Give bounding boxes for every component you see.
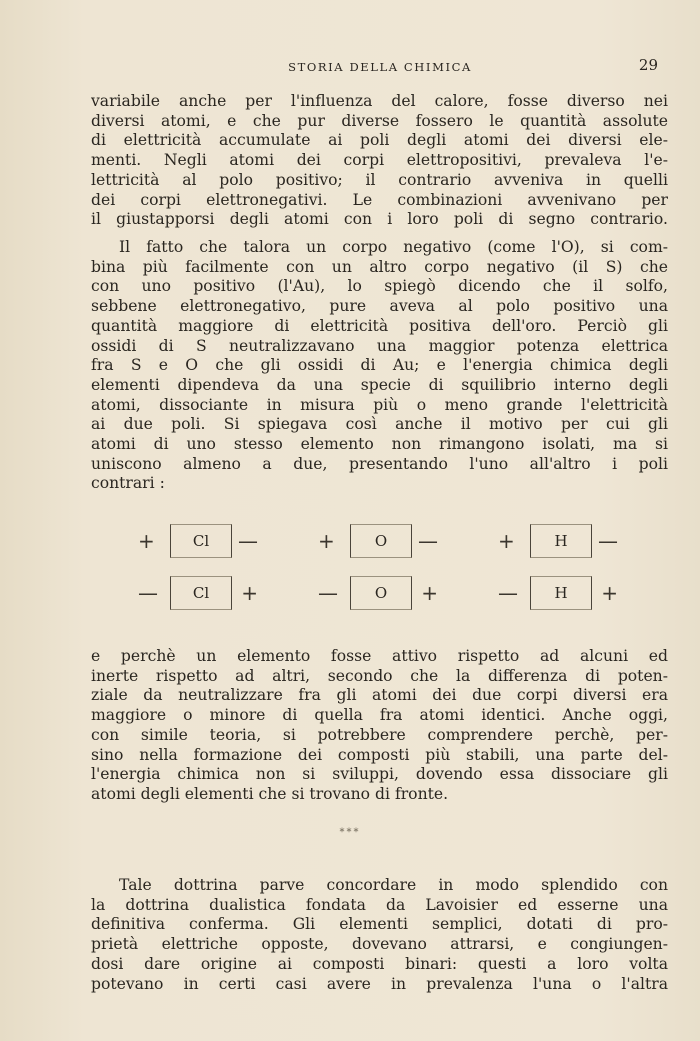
atom-o-top (318, 524, 448, 558)
atom-h-bottom (498, 576, 628, 610)
text-line: dei corpi elettronegativi. Le combinazioni avvenivano per (91, 190, 668, 209)
text-line: con uno positivo (l'Au), lo spiegò dicendo che il solfo, (91, 277, 668, 296)
element-symbol: Cl (170, 524, 232, 558)
section-separator: *** (339, 827, 361, 838)
negative-pole: — (138, 581, 158, 605)
text-line: sebbene elettronegativo, pure aveva al polo positivo una (91, 297, 668, 316)
text-line: elementi dipendeva da una specie di squilibrio interno degli (91, 375, 668, 394)
text-line: prietà elettriche opposte, dovevano attrarsi, e congiungen- (91, 935, 668, 954)
text-line: di elettricità accumulate ai poli degli atomi dei diversi ele- (91, 131, 668, 150)
atom-h-top (498, 524, 628, 558)
text-line: potevano in certi casi avere in prevalenza l'una o l'altra (91, 974, 668, 993)
page-number: 29 (638, 56, 658, 74)
atom-o-bottom (318, 576, 448, 610)
paragraph-1 (91, 92, 668, 230)
text-line: dosi dare origine ai composti binari: questi a loro volta (91, 954, 668, 973)
text-line: il giustapporsi degli atomi con i loro poli di segno contrario. (91, 210, 668, 229)
text-line: con simile teoria, si potrebbere comprendere perchè, per- (91, 725, 668, 744)
paragraph-3 (91, 647, 668, 805)
negative-pole: — (418, 529, 438, 553)
text-line: sino nella formazione dei composti più stabili, una parte del- (91, 745, 668, 764)
text-line: atomi di uno stesso elemento non rimangono isolati, ma si (91, 435, 668, 454)
text-line: variabile anche per l'influenza del calore, fosse diverso nei (91, 92, 668, 110)
element-symbol: H (530, 576, 592, 610)
text-line: ai due poli. Si spiegava così anche il motivo per cui gli (91, 415, 668, 434)
negative-pole: — (498, 581, 518, 605)
element-symbol: Cl (170, 576, 232, 610)
atom-cl-bottom (138, 576, 268, 610)
positive-pole: + (498, 529, 515, 553)
text-line: uniscono almeno a due, presentando l'uno all'altro i poli (91, 454, 668, 473)
positive-pole: + (241, 581, 258, 605)
atom-cl-top (138, 524, 268, 558)
text-line: ossidi di S neutralizzavano una maggior potenza elettrica (91, 336, 668, 355)
negative-pole: — (318, 581, 338, 605)
text-line: definitiva conferma. Gli elementi semplici, dotati di pro- (91, 915, 668, 934)
element-symbol: O (350, 576, 412, 610)
text-line: Tale dottrina parve concordare in modo splendido con (119, 876, 668, 894)
text-line: lettricità al polo positivo; il contrario avveniva in quelli (91, 170, 668, 189)
element-symbol: H (530, 524, 592, 558)
text-line: menti. Negli atomi dei corpi elettropositivi, prevaleva l'e- (91, 151, 668, 170)
negative-pole: — (598, 529, 618, 553)
text-line: inerte rispetto ad altri, secondo che la differenza di poten- (91, 666, 668, 685)
positive-pole: + (421, 581, 438, 605)
positive-pole: + (318, 529, 335, 553)
text-line: fra S e O che gli ossidi di Au; e l'energia chimica degli (91, 356, 668, 375)
positive-pole: + (601, 581, 618, 605)
text-line: contrari : (91, 474, 165, 493)
text-line: maggiore o minore di quella fra atomi identici. Anche oggi, (91, 706, 668, 725)
text-line: Il fatto che talora un corpo negativo (come l'O), si com- (119, 238, 668, 256)
text-line: diversi atomi, e che pur diverse fossero le quantità assolute (91, 111, 668, 130)
negative-pole: — (238, 529, 258, 553)
text-line: ziale da neutralizzare fra gli atomi dei due corpi diversi era (91, 686, 668, 705)
text-line: quantità maggiore di elettricità positiva dell'oro. Perciò gli (91, 316, 668, 335)
element-symbol: O (350, 524, 412, 558)
running-title: STORIA DELLA CHIMICA (288, 60, 472, 74)
text-line: la dottrina dualistica fondata da Lavoisier ed esserne una (91, 895, 668, 914)
text-line: bina più facilmente con un altro corpo negativo (il S) che (91, 257, 668, 276)
paragraph-2 (91, 238, 668, 494)
positive-pole: + (138, 529, 155, 553)
page-header (90, 56, 670, 80)
paragraph-4 (91, 876, 668, 994)
text-line: l'energia chimica non si sviluppi, dovendo essa dissociare gli (91, 765, 668, 784)
text-line: e perchè un elemento fosse attivo rispetto ad alcuni ed (91, 647, 668, 665)
text-line: atomi degli elementi che si trovano di fronte. (91, 784, 449, 803)
polarity-diagram (138, 520, 628, 620)
text-line: atomi, dissociante in misura più o meno grande l'elettricità (91, 395, 668, 414)
